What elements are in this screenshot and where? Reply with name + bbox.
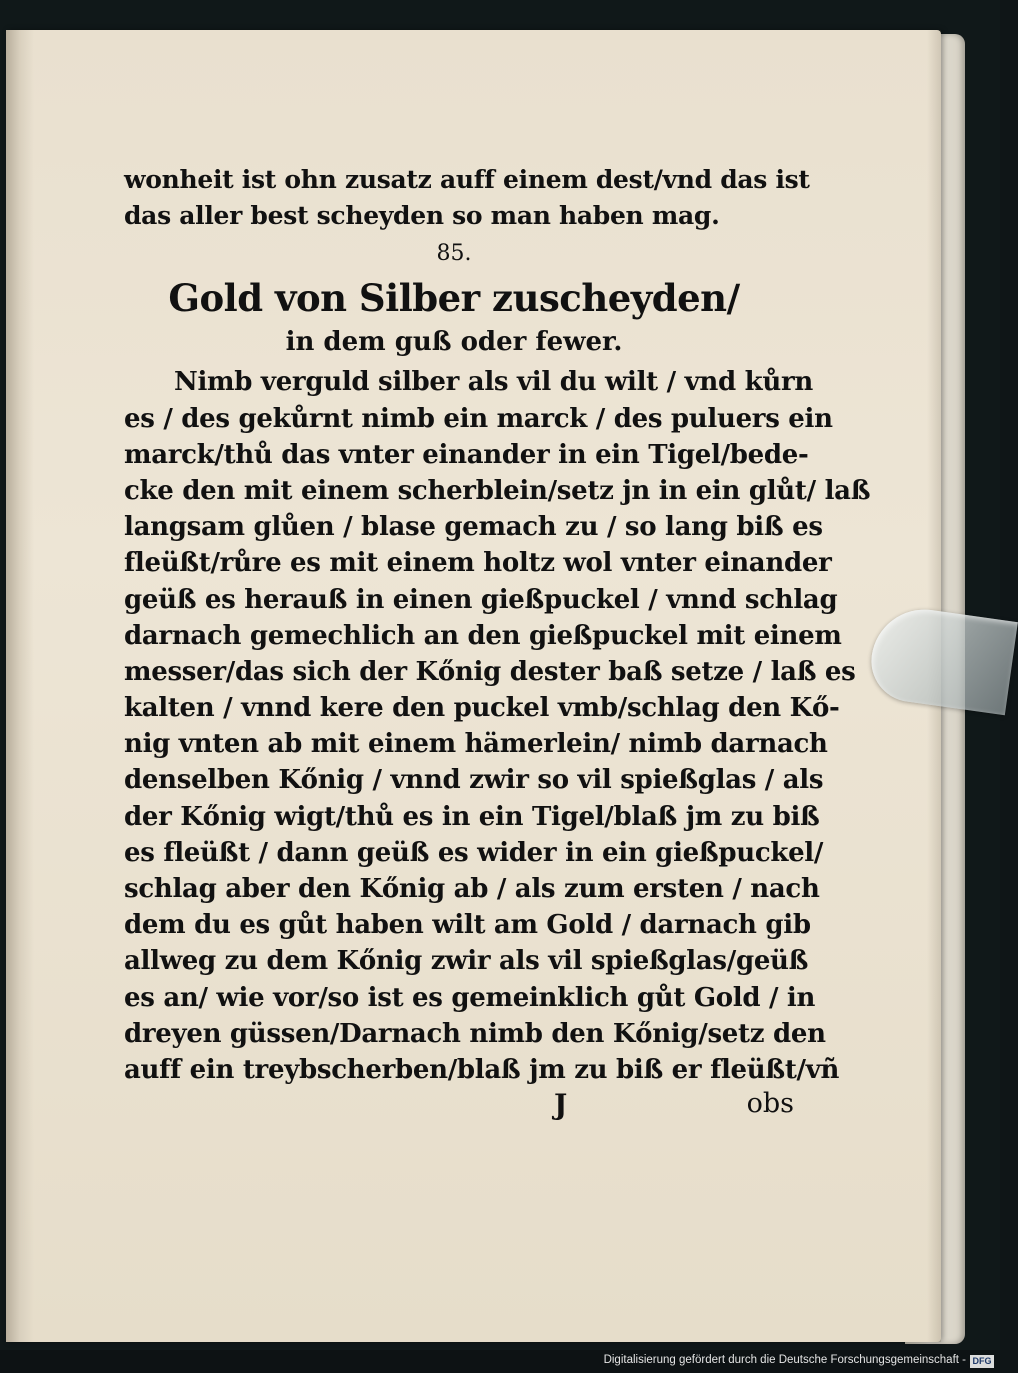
text-line: nig vnten ab mit einem hämerlein/ nimb darnach bbox=[124, 729, 828, 760]
book-page bbox=[6, 30, 941, 1342]
page-gutter-shadow bbox=[6, 30, 34, 1342]
credit-text: Digitalisierung gefördert durch die Deutsche Forschungsgemeinschaft - bbox=[603, 1354, 966, 1366]
text-line: denselben Kőnig / vnnd zwir so vil spießglas / als bbox=[124, 765, 824, 796]
text-line: fleüßt/růre es mit einem holtz wol vnter einander bbox=[124, 548, 832, 579]
text-line: geüß es herauß in einen gießpuckel / vnnd schlag bbox=[124, 584, 838, 615]
dfg-logo: DFG bbox=[970, 1355, 994, 1368]
text-line: es an/ wie vor/so ist es gemeinklich gůt Gold / in bbox=[124, 982, 816, 1013]
text-line: messer/das sich der Kőnig dester baß setze / laß es bbox=[124, 656, 856, 687]
text-line: wonheit ist ohn zusatz auff einem dest/vnd das ist bbox=[124, 165, 810, 194]
text-line: auff ein treybscherben/blaß jm zu biß er fleüßt/vñ bbox=[124, 1054, 840, 1085]
text-line: marck/thů das vnter einander in ein Tigel/bede- bbox=[124, 439, 809, 470]
text-line: langsam glůen / blase gemach zu / so lang biß es bbox=[124, 512, 823, 543]
text-line: der Kőnig wigt/thů es in ein Tigel/blaß jm zu biß bbox=[124, 801, 820, 832]
text-line: das aller best scheyden so man haben mag. bbox=[124, 201, 720, 231]
section-heading: Gold von Silber zuscheyden/ bbox=[168, 276, 740, 321]
text-line: schlag aber den Kőnig ab / als zum ersten / nach bbox=[124, 874, 820, 904]
credit-bar bbox=[0, 1350, 1000, 1373]
text-line: es fleüßt / dann geüß es wider in ein gießpuckel/ bbox=[124, 837, 824, 868]
text-line: Nimb verguld silber als vil du wilt / vnd kůrn bbox=[174, 367, 813, 398]
page-text-block bbox=[124, 162, 871, 1128]
catchword: obs bbox=[746, 1088, 794, 1120]
text-line: es / des gekůrnt nimb ein marck / des puluers ein bbox=[124, 403, 833, 434]
text-line: dem du es gůt haben wilt am Gold / darnach gib bbox=[124, 910, 811, 941]
section-number: 85. bbox=[436, 241, 472, 267]
text-line: dreyen güssen/Darnach nimb den Kőnig/setz den bbox=[124, 1018, 826, 1049]
text-line: cke den mit einem scherblein/setz jn in ein glůt/ laß bbox=[124, 475, 871, 506]
page-footer bbox=[124, 1088, 794, 1128]
text-line: allweg zu dem Kőnig zwir als vil spießglas/geüß bbox=[124, 946, 809, 977]
text-line: kalten / vnnd kere den puckel vmb/schlag den Kő- bbox=[124, 693, 840, 724]
signature-mark: J bbox=[554, 1088, 568, 1122]
section-subheading: in dem guß oder fewer. bbox=[285, 327, 623, 358]
text-line: darnach gemechlich an den gießpuckel mit einem bbox=[124, 620, 842, 651]
